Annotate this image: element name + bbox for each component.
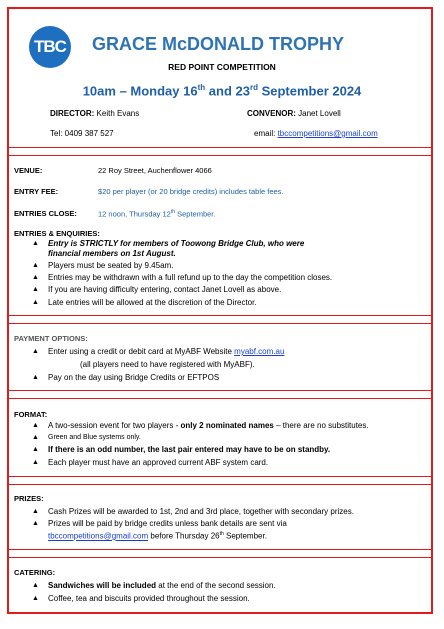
enquiry-text: Late entries will be allowed at the discretion of the Director. — [48, 298, 257, 307]
myabf-link[interactable]: myabf.com.au — [234, 347, 285, 356]
fee-value: $20 per player (or 20 bridge credits) includes table fees. — [98, 187, 284, 196]
convenor-name: Janet Lovell — [298, 109, 341, 118]
email-link[interactable]: tbccompetitions@gmail.com — [277, 129, 378, 138]
format-text: – there are no substitutes. — [273, 421, 369, 430]
enquiry-text: Entries may be withdrawn with a full refund up to the day the competition closes. — [48, 273, 333, 282]
separator-4 — [9, 476, 431, 485]
separator-5 — [9, 549, 431, 558]
director-line — [50, 109, 139, 118]
bullet-icon: ▲ — [32, 240, 39, 247]
dates-text-2: and 23 — [205, 83, 250, 99]
dates-text-3: September 2024 — [257, 83, 362, 99]
format-text: If there is an odd number, the last pair entered may have to be on standby. — [48, 445, 331, 454]
enquiry-text: Players must be seated by 9.45am. — [48, 261, 174, 270]
event-dates — [0, 83, 444, 98]
format-text: Each player must have an approved current ABF system card. — [48, 458, 269, 467]
catering-bold: Sandwiches will be included — [48, 581, 157, 590]
email-link[interactable]: tbccompetitions@gmail.com — [48, 531, 149, 541]
enquiries-label: ENTRIES & ENQUIRIES: — [14, 229, 100, 238]
bullet-icon: ▲ — [32, 582, 39, 589]
bullet-icon: ▲ — [32, 422, 39, 429]
bullet-icon: ▲ — [32, 520, 39, 527]
prizes-sup: th — [219, 531, 224, 537]
convenor-line — [247, 109, 341, 118]
venue-label: VENUE: — [14, 166, 43, 175]
separator-3 — [9, 390, 431, 399]
dates-text-1: 10am – Monday 16 — [82, 83, 198, 99]
format-bold: only 2 nominated names — [180, 421, 274, 430]
enquiry-text: Entry is STRICTLY for members of Toowong Bridge Club, who were — [48, 239, 305, 248]
prizes-text: Cash Prizes will be awarded to 1st, 2nd and 3rd place, together with secondary prizes. — [48, 507, 354, 516]
prizes-text: September. — [223, 531, 267, 541]
prizes-label: PRIZES: — [14, 494, 44, 503]
prizes-cont — [48, 531, 267, 541]
payment-text: Pay on the day using Bridge Credits or EFTPOS — [48, 373, 220, 382]
fee-label: ENTRY FEE: — [14, 187, 59, 196]
director-name: Keith Evans — [96, 109, 140, 118]
separator-2 — [9, 315, 431, 324]
bullet-icon: ▲ — [32, 262, 39, 269]
format-label: FORMAT: — [14, 410, 48, 419]
closes-text: 12 noon, Thursday 12 — [98, 209, 171, 219]
catering-text: Coffee, tea and biscuits provided throughout the session. — [48, 594, 250, 603]
page-subtitle: RED POINT COMPETITION — [168, 62, 276, 72]
bullet-icon: ▲ — [32, 434, 39, 441]
bullet-icon: ▲ — [32, 508, 39, 515]
bullet-icon: ▲ — [32, 374, 39, 381]
closes-label: ENTRIES CLOSE: — [14, 209, 77, 218]
enquiry-text: financial members on 1st August. — [48, 249, 176, 258]
bullet-icon: ▲ — [32, 459, 39, 466]
closes-tail: September. — [175, 209, 216, 219]
bullet-icon: ▲ — [32, 348, 39, 355]
email-line — [254, 129, 378, 138]
bullet-icon: ▲ — [32, 274, 39, 281]
prizes-text: Prizes will be paid by bridge credits unless bank details are sent via — [48, 519, 287, 528]
bullet-icon: ▲ — [32, 286, 39, 293]
prizes-text: before Thursday 26 — [148, 531, 220, 541]
dates-sup-1: th — [197, 83, 206, 92]
catering-text: at the end of the second session. — [156, 581, 276, 590]
payment-note: (all players need to have registered with MyABF). — [80, 360, 255, 369]
payment-label: PAYMENT OPTIONS: — [14, 334, 88, 343]
format-text: Green and Blue systems only. — [48, 434, 141, 441]
closes-sup: th — [170, 209, 176, 215]
dates-sup-2: rd — [249, 83, 258, 92]
email-label: email: — [254, 129, 276, 138]
catering-label: CATERING: — [14, 568, 56, 577]
separator-1 — [9, 147, 431, 156]
enquiry-text: If you are having difficulty entering, contact Janet Lovell as above. — [48, 285, 282, 294]
closes-value — [98, 209, 215, 219]
bullet-icon: ▲ — [32, 299, 39, 306]
logo-text: TBC — [34, 37, 66, 56]
bullet-icon: ▲ — [32, 595, 39, 602]
convenor-label: CONVENOR: — [247, 109, 296, 118]
telephone: Tel: 0409 387 527 — [50, 129, 114, 138]
director-label: DIRECTOR: — [50, 109, 95, 118]
format-text: A two-session event for two players - — [48, 421, 181, 430]
payment-text: Enter using a credit or debit card at MyABF Website — [48, 347, 235, 356]
page-title: GRACE McDONALD TROPHY — [92, 34, 345, 54]
venue-value: 22 Roy Street, Auchenflower 4066 — [98, 166, 212, 175]
bullet-icon: ▲ — [32, 446, 39, 453]
